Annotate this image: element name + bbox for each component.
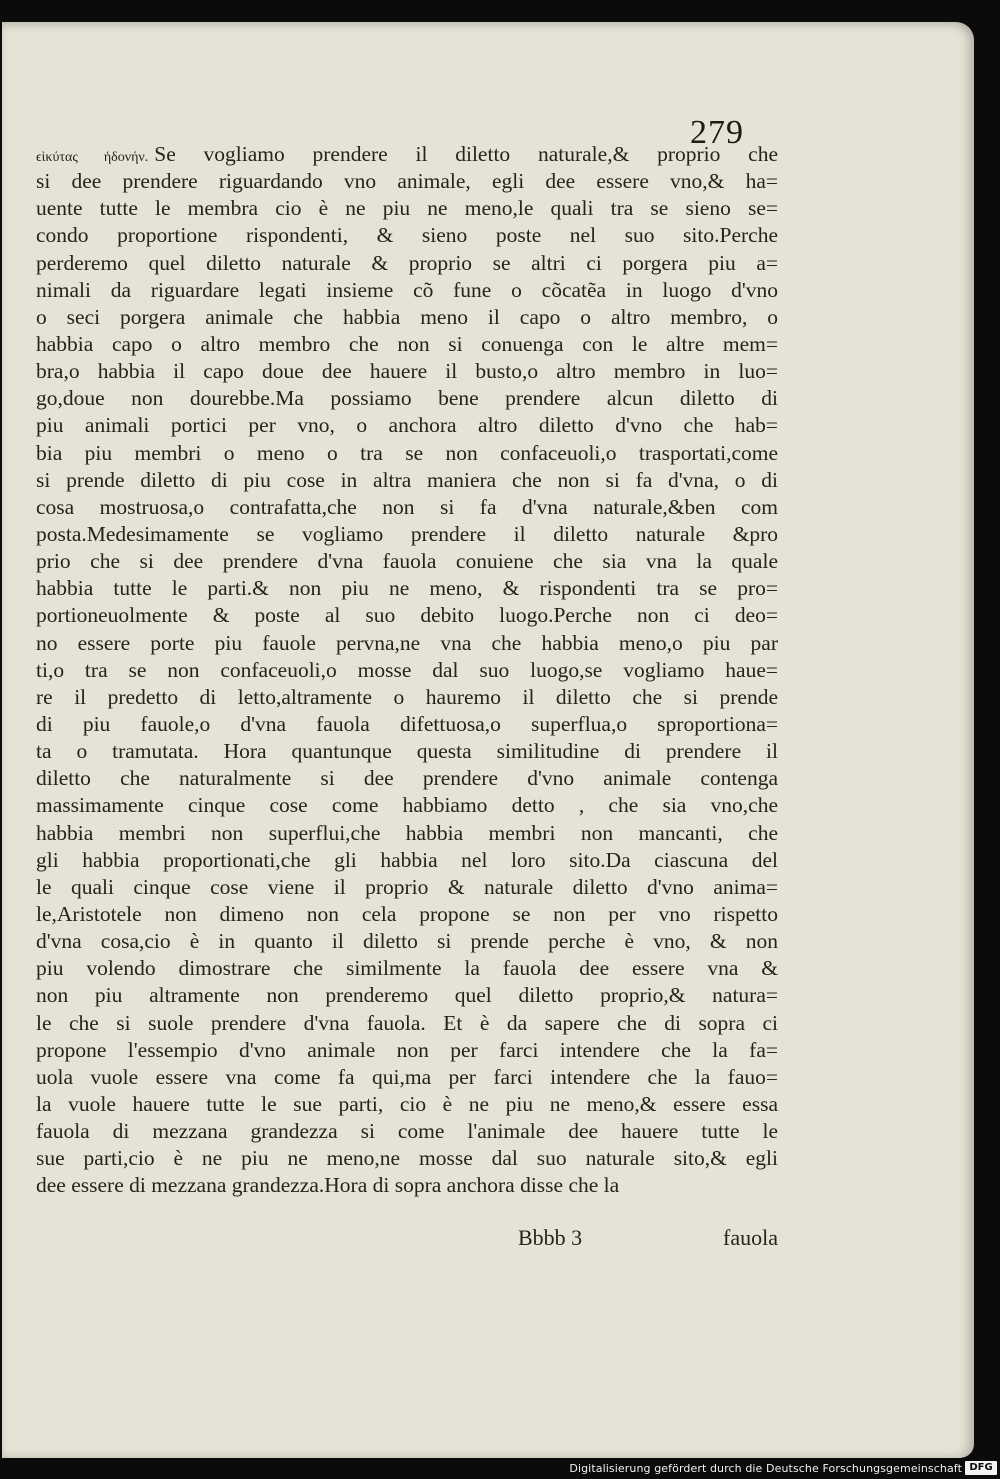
page-number: 279 [690,114,744,151]
text-line-content: prio che si dee prendere d'vna fauola conuiene che sia vna la quale [36,549,778,574]
text-line [36,874,778,901]
catchword: fauola [723,1225,778,1250]
text-line-content: la vuole hauere tutte le sue parti, cio è ne piu ne meno,& essere essa [36,1091,778,1116]
page-text-block [36,141,778,1199]
text-line [36,955,778,982]
text-line-content: go,doue non dourebbe.Ma possiamo bene prendere alcun diletto di [36,386,778,411]
text-line-content: si dee prendere riguardando vno animale, egli dee essere vno,& ha= [36,169,778,194]
digitization-credit-bar [0,1458,1000,1479]
text-line [36,494,778,521]
text-line [36,358,778,385]
text-line [36,630,778,657]
text-line-content: si prende diletto di piu cose in altra maniera che non si fa d'vna, o di [36,467,778,492]
text-line-content: bia piu membri o meno o tra se non confaceuoli,o trasportati,come [36,440,778,465]
text-line-content: nimali da riguardare legati insieme cõ fune o cõcatẽa in luogo d'vno [36,277,778,302]
text-line-content: no essere porte piu fauole pervna,ne vna che habbia meno,o piu par [36,630,778,655]
text-line [36,277,778,304]
text-line-content: portioneuolmente & poste al suo debito luogo.Perche non ci deo= [36,603,778,628]
text-line [36,1172,778,1199]
text-line [36,820,778,847]
text-line [36,1091,778,1118]
text-line-content: piu volendo dimostrare che similmente la fauola dee essere vna & [36,956,778,981]
text-line [36,1010,778,1037]
text-line [36,548,778,575]
text-line-content: dee essere di mezzana grandezza.Hora di sopra anchora disse che la [36,1173,620,1198]
text-line [36,222,778,249]
text-line-content: Se vogliamo prendere il diletto naturale,& proprio che [154,142,778,166]
text-line [36,385,778,412]
text-line [36,738,778,765]
text-line [36,982,778,1009]
text-line [36,195,778,222]
text-line [36,1037,778,1064]
credit-text: Digitalisierung gefördert durch die Deutsche Forschungsgemeinschaft [569,1462,962,1475]
text-line [36,412,778,439]
text-line [36,765,778,792]
text-line [36,521,778,548]
text-line-content: non piu altramente non prenderemo quel diletto proprio,& natura= [36,983,778,1008]
text-line-content: di piu fauole,o d'vna fauola difettuosa,o superflua,o sproportiona= [36,711,778,736]
text-line [36,1064,778,1091]
text-line [36,847,778,874]
text-line [36,141,778,168]
text-line-content: uola vuole essere vna come fa qui,ma per farci intendere che la fauo= [36,1064,778,1089]
text-line-content: massimamente cinque cose come habbiamo detto , che sia vno,che [36,793,778,818]
text-line-content: uente tutte le membra cio è ne piu ne meno,le quali tra se sieno se= [36,196,778,221]
text-line [36,901,778,928]
text-line-content: re il predetto di letto,altramente o hauremo il diletto che si prende [36,684,778,709]
text-line [36,440,778,467]
dfg-logo: DFG [965,1461,997,1475]
text-line [36,657,778,684]
signature-mark: Bbbb 3 [518,1225,583,1250]
text-line-content: piu animali portici per vno, o anchora altro diletto d'vno che hab= [36,413,778,438]
text-line-content: cosa mostruosa,o contrafatta,che non si fa d'vna naturale,&ben com [36,494,778,519]
text-line-content: perderemo quel diletto naturale & proprio se altri ci porgera piu a= [36,250,778,275]
text-line [36,250,778,277]
text-line [36,602,778,629]
text-line-content: sue parti,cio è ne piu ne meno,ne mosse dal suo naturale sito,& egli [36,1146,778,1171]
text-line-content: d'vna cosa,cio è in quanto il diletto si prende perche è vno, & non [36,929,778,954]
text-line [36,331,778,358]
text-line-content: habbia capo o altro membro che non si conuenga con le altre mem= [36,331,778,356]
text-line [36,467,778,494]
text-line [36,684,778,711]
text-line-content: diletto che naturalmente si dee prendere d'vno animale contenga [36,766,778,791]
text-line [36,1145,778,1172]
text-line-content: ti,o tra se non confaceuoli,o mosse dal suo luogo,se vogliamo haue= [36,657,778,682]
text-line [36,928,778,955]
text-line-content: gli habbia proportionati,che gli habbia nel loro sito.Da ciascuna del [36,847,778,872]
text-line-content: bra,o habbia il capo doue dee hauere il busto,o altro membro in luo= [36,359,778,384]
text-line [36,304,778,331]
text-line-content: condo proportione rispondenti, & sieno poste nel suo sito.Perche [36,223,778,248]
text-line-content: le che si suole prendere d'vna fauola. Et è da sapere che di sopra ci [36,1010,778,1035]
text-line-content: propone l'essempio d'vno animale non per farci intendere che la fa= [36,1037,778,1062]
text-line-content: habbia membri non superflui,che habbia membri non mancanti, che [36,820,778,845]
text-line [36,168,778,195]
text-line [36,792,778,819]
text-line-content: le,Aristotele non dimeno non cela propone se non per vno rispetto [36,901,778,926]
text-line-content: o seci porgera animale che habbia meno il capo o altro membro, o [36,304,778,329]
text-line-content: fauola di mezzana grandezza si come l'animale dee hauere tutte le [36,1119,778,1144]
text-line [36,575,778,602]
text-line [36,1118,778,1145]
text-line-content: le quali cinque cose viene il proprio & naturale diletto d'vno anima= [36,874,778,899]
text-line-content: habbia tutte le parti.& non piu ne meno, & rispondenti tra se pro= [36,576,778,601]
text-line [36,711,778,738]
text-line-content: posta.Medesimamente se vogliamo prendere il diletto naturale &pro [36,521,778,546]
greek-marginal-phrase: ϵὶκύτας ἡδονήν. [36,150,149,165]
text-line-content: ta o tramutata. Hora quantunque questa similitudine di prendere il [36,739,778,764]
